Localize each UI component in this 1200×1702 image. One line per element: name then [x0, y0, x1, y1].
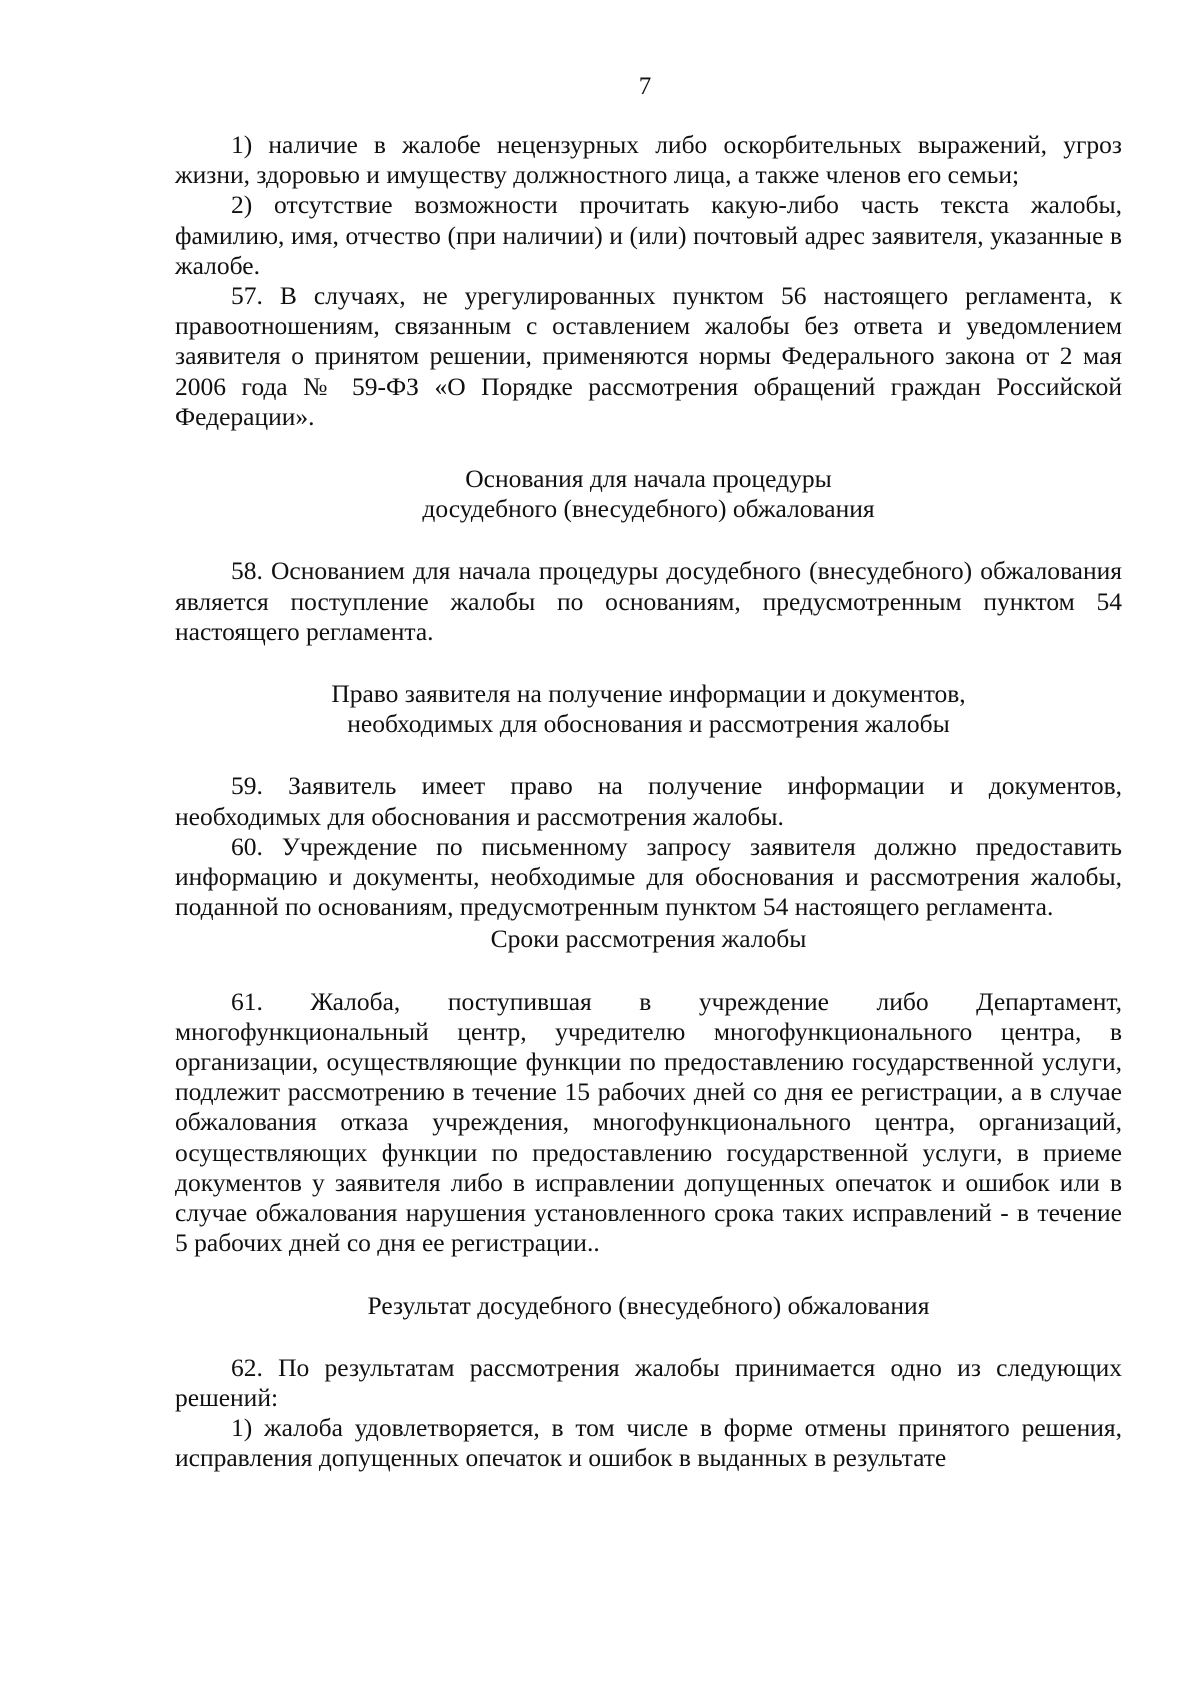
section-heading-line: необходимых для обоснования и рассмотрения жалобы	[347, 709, 950, 739]
paragraph-59: 59. Заявитель имеет право на получение информации и документов, необходимых для обоснования и рассмотрения жалобы.	[175, 771, 1122, 831]
paragraph-58: 58. Основанием для начала процедуры досудебного (внесудебного) обжалования является поступление жалобы по основаниям, предусмотренным пунктом 54 настоящего регламента.	[175, 556, 1122, 646]
section-heading-line: Сроки рассмотрения жалобы	[490, 924, 807, 954]
paragraph-item-2: 2) отсутствие возможности прочитать какую-либо часть текста жалобы, фамилию, имя, отчество (при наличии) и (или) почтовый адрес заявителя, указанные в жалобе.	[175, 190, 1122, 280]
document-body	[175, 130, 1122, 1474]
section-heading-result	[175, 1291, 1122, 1321]
paragraph-60: 60. Учреждение по письменному запросу заявителя должно предоставить информацию и документы, необходимые для обоснования и рассмотрения жалобы, поданной по основаниям, предусмотренным пунктом 54 настоящего регламента.	[175, 831, 1122, 922]
paragraph-61: 61. Жалоба, поступившая в учреждение либо Департамент, многофункциональный центр, учредителю многофункционального центра, в организации, осуществляющие функции по предоставлению государственной услуги, подлежит рассмотрению в течение 15 рабочих дней со дня ее регистрации, а в случае обжалования отказа учреждения, многофункционального центра, организаций, осуществляющих функции по предоставлению государственной услуги, в приеме документов у заявителя либо в исправлении допущенных опечаток и ошибок или в случае обжалования нарушения установленного срока таких исправлений - в течение 5 рабочих дней со дня ее регистрации..	[175, 986, 1122, 1258]
paragraph-57: 57. В случаях, не урегулированных пунктом 56 настоящего регламента, к правоотношениям, связанным с оставлением жалобы без ответа и уведомлением заявителя о принятом решении, применяются нормы Федерального закона от 2 мая 2006 года № 59-ФЗ «О Порядке рассмотрения обращений граждан Российской Федерации».	[175, 281, 1122, 431]
page-number: 7	[638, 73, 652, 100]
section-heading-line: Право заявителя на получение информации и документов,	[331, 679, 966, 709]
section-heading-grounds	[175, 464, 1122, 524]
section-heading-terms	[175, 924, 1122, 954]
section-heading-line: Результат досудебного (внесудебного) обжалования	[367, 1290, 930, 1320]
paragraph-62: 62. По результатам рассмотрения жалобы принимается одно из следующих решений:	[175, 1352, 1122, 1412]
paragraph-62-item-1: 1) жалоба удовлетворяется, в том числе в форме отмены принятого решения, исправления допущенных опечаток и ошибок в выданных в результате	[175, 1413, 1122, 1473]
paragraph-item-1: 1) наличие в жалобе нецензурных либо оскорбительных выражений, угроз жизни, здоровью и имуществу должностного лица, а также членов его семьи;	[175, 130, 1122, 190]
section-heading-line: Основания для начала процедуры	[465, 464, 832, 494]
section-heading-line: досудебного (внесудебного) обжалования	[422, 494, 875, 524]
section-heading-right-to-information	[175, 679, 1122, 739]
